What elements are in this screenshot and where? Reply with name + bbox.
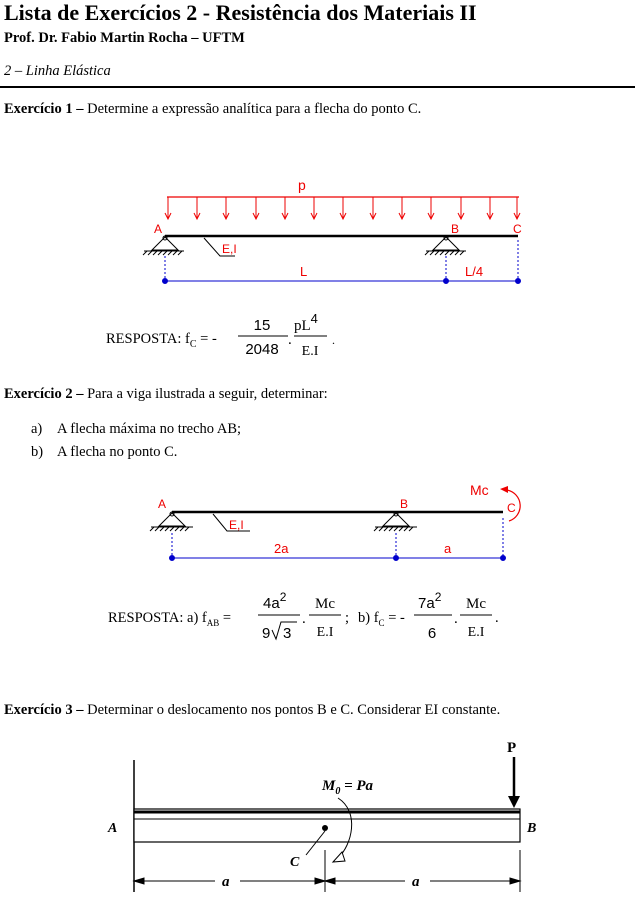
point-a-label: A xyxy=(158,497,167,511)
exercise-3-figure xyxy=(0,735,635,902)
svg-text:.: . xyxy=(288,332,292,348)
svg-text:b) fC = -: b) $f_C$ = - xyxy=(358,610,405,628)
point-c-label: C xyxy=(507,501,516,515)
exercise-1-figure xyxy=(0,165,635,290)
point-c-marker xyxy=(322,825,328,831)
point-b-label: B xyxy=(451,222,460,236)
support-a xyxy=(143,236,184,255)
exercise-3-label: Exercício 3 – xyxy=(4,702,84,718)
exercise-2-text: Para a viga ilustrada a seguir, determinar: xyxy=(83,386,328,402)
point-c-label: C xyxy=(513,222,522,236)
svg-text:6: 6 xyxy=(427,625,437,642)
dim-l-label: L xyxy=(300,264,308,279)
distributed-load-arrows xyxy=(165,197,520,219)
section-title: 2 – Linha Elástica xyxy=(4,63,111,79)
exercise-1-label: Exercício 1 – xyxy=(4,101,84,117)
dim-2a-label: 2a xyxy=(274,541,289,556)
point-a-label: A xyxy=(154,222,163,236)
support-a xyxy=(150,512,193,531)
exercise-1-statement xyxy=(4,101,421,118)
exercise-2-figure xyxy=(0,475,635,570)
dim-a1-label: a xyxy=(222,874,230,890)
point-b-label: B xyxy=(400,497,409,511)
point-a-label: A xyxy=(108,821,118,836)
dim-a2-label: a xyxy=(412,874,420,890)
exercise-2-answer xyxy=(0,585,635,655)
list-item: a) A flecha máxima no trecho AB; xyxy=(31,421,242,437)
dim-l4-label: L/4 xyxy=(465,264,484,279)
point-b-label: B xyxy=(527,821,537,836)
ei-label: E,I xyxy=(222,242,237,256)
svg-text:7a2: $7a^2$ xyxy=(418,590,442,612)
moment-label: $M_0 = Pa$ xyxy=(322,778,374,797)
ei-label: E,I xyxy=(229,518,244,532)
load-label: p xyxy=(298,177,306,193)
svg-text:E.I: E.I xyxy=(467,625,485,640)
svg-text:.: . xyxy=(332,333,335,347)
svg-text:E.I: E.I xyxy=(301,344,319,359)
beam xyxy=(134,809,520,842)
svg-text:9: 9 xyxy=(262,625,271,642)
moment-label: Mc xyxy=(470,482,489,498)
list-item: b) A flecha no ponto C. xyxy=(31,444,178,460)
svg-text:pL4: pL4 xyxy=(294,311,318,334)
load-label: P xyxy=(507,740,517,756)
header-rule xyxy=(0,86,635,88)
svg-text:Mc: Mc xyxy=(466,596,486,612)
author: Prof. Dr. Fabio Martin Rocha – UFTM xyxy=(4,30,245,46)
svg-text:;: ; xyxy=(345,610,350,626)
svg-text:15: 15 xyxy=(253,317,271,334)
svg-text:Mc: Mc xyxy=(315,596,335,612)
point-c-label: C xyxy=(290,855,300,870)
svg-text:.: . xyxy=(302,611,306,627)
svg-text:.: . xyxy=(454,611,458,627)
svg-text:E.I: E.I xyxy=(316,625,334,640)
exercise-3-statement xyxy=(4,702,500,719)
exercise-1-text: Determine a expressão analítica para a flecha do ponto C. xyxy=(83,101,422,117)
svg-text:2048: 2048 xyxy=(245,341,279,358)
page-title: Lista de Exercícios 2 - Resistência dos Materiais II xyxy=(4,0,477,25)
support-b xyxy=(374,512,417,531)
svg-text:RESPOSTA: fC = -: RESPOSTA: $f_C$ = - xyxy=(106,331,217,350)
exercise-2-label: Exercício 2 – xyxy=(4,386,84,402)
exercise-3-text: Determinar o deslocamento nos pontos B e C. Considerar EI constante. xyxy=(83,702,501,718)
svg-text:RESPOSTA: a) fAB =: RESPOSTA: a) $f_{AB}$ = xyxy=(108,610,232,628)
svg-text:.: . xyxy=(495,610,499,626)
svg-text:4a2: $4a^2$ xyxy=(263,590,287,612)
svg-text:3: 3 xyxy=(283,625,292,642)
support-b xyxy=(425,236,466,255)
exercise-2-statement xyxy=(4,386,328,403)
dim-a-label: a xyxy=(444,541,452,556)
exercise-1-answer xyxy=(0,310,635,365)
